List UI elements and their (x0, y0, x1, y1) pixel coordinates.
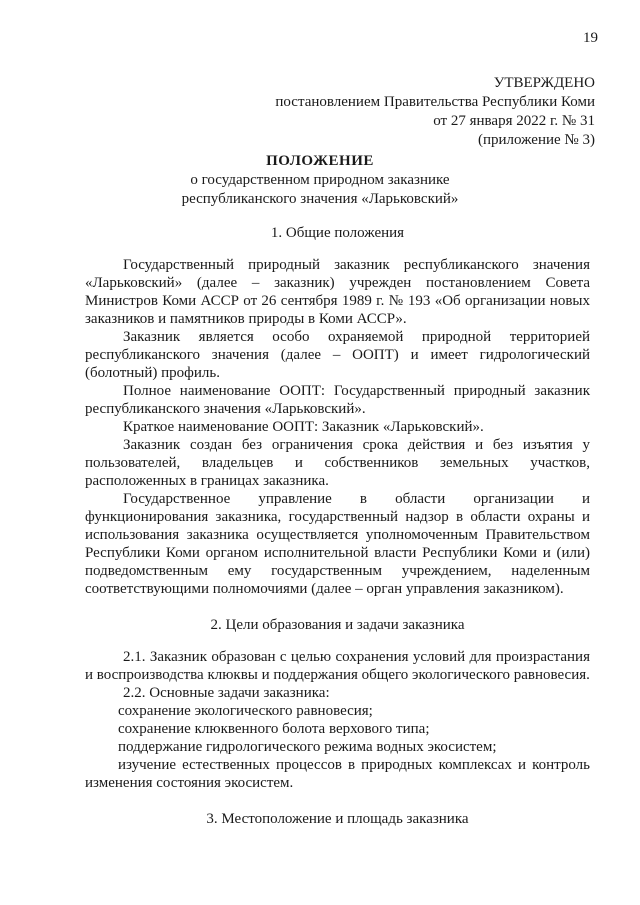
document-body (85, 224, 590, 828)
approval-stamp (275, 74, 595, 150)
task-item: сохранение клюквенного болота верхового типа; (118, 721, 430, 737)
task-item: изучение естественных процессов в природных комплексах и контроль изменения состояния экосистем. (85, 757, 590, 791)
paragraph: Государственное управление в области организации и функционирования заказника, государственный надзор в области охраны и использования заказника осуществляется уполномоченным Правительством Республики Коми органом исполнительной власти Республики Коми и (или) подведомственным ему государственным учреждением, наделенным соответствующими полномочиями (далее – орган управления заказником). (85, 491, 590, 597)
approval-line: (приложение № 3) (477, 132, 595, 148)
task-item: поддержание гидрологического режима водных экосистем; (118, 739, 497, 755)
document-title: ПОЛОЖЕНИЕ (266, 153, 374, 169)
task-item: сохранение экологического равновесия; (118, 703, 373, 719)
section-heading: 1. Общие положения (270, 225, 405, 241)
section-heading: 2. Цели образования и задачи заказника (210, 617, 465, 633)
paragraph: Краткое наименование ООПТ: Заказник «Ларьковский». (123, 419, 484, 435)
page-number: 19 (583, 30, 598, 46)
paragraph: Государственный природный заказник республиканского значения «Ларьковский» (далее – заказник) учрежден постановлением Совета Министров Коми АССР от 26 сентября 1989 г. № 193 «Об организации новых заказников и памятников природы в Коми АССР». (85, 257, 590, 327)
document-title-block (0, 152, 640, 209)
approval-line: постановлением Правительства Республики Коми (275, 94, 595, 110)
paragraph: Заказник создан без ограничения срока действия и без изъятия у пользователей, владельцев и собственников земельных участков, расположенных в границах заказника. (85, 437, 590, 489)
document-subtitle: республиканского значения «Ларьковский» (181, 191, 459, 207)
paragraph: Полное наименование ООПТ: Государственный природный заказник республиканского значения «Ларьковский». (85, 383, 590, 417)
approval-heading: УТВЕРЖДЕНО (493, 75, 595, 91)
document-subtitle: о государственном природном заказнике (190, 172, 450, 188)
section-heading: 3. Местоположение и площадь заказника (206, 811, 469, 827)
paragraph: 2.2. Основные задачи заказника: (123, 685, 330, 701)
approval-line: от 27 января 2022 г. № 31 (433, 113, 595, 129)
paragraph: Заказник является особо охраняемой природной территорией республиканского значения (далее – ООПТ) и имеет гидрологический (болотный) профиль. (85, 329, 590, 381)
paragraph: 2.1. Заказник образован с целью сохранения условий для произрастания и воспроизводства клюквы и поддержания общего экологического равновесия. (85, 649, 590, 683)
